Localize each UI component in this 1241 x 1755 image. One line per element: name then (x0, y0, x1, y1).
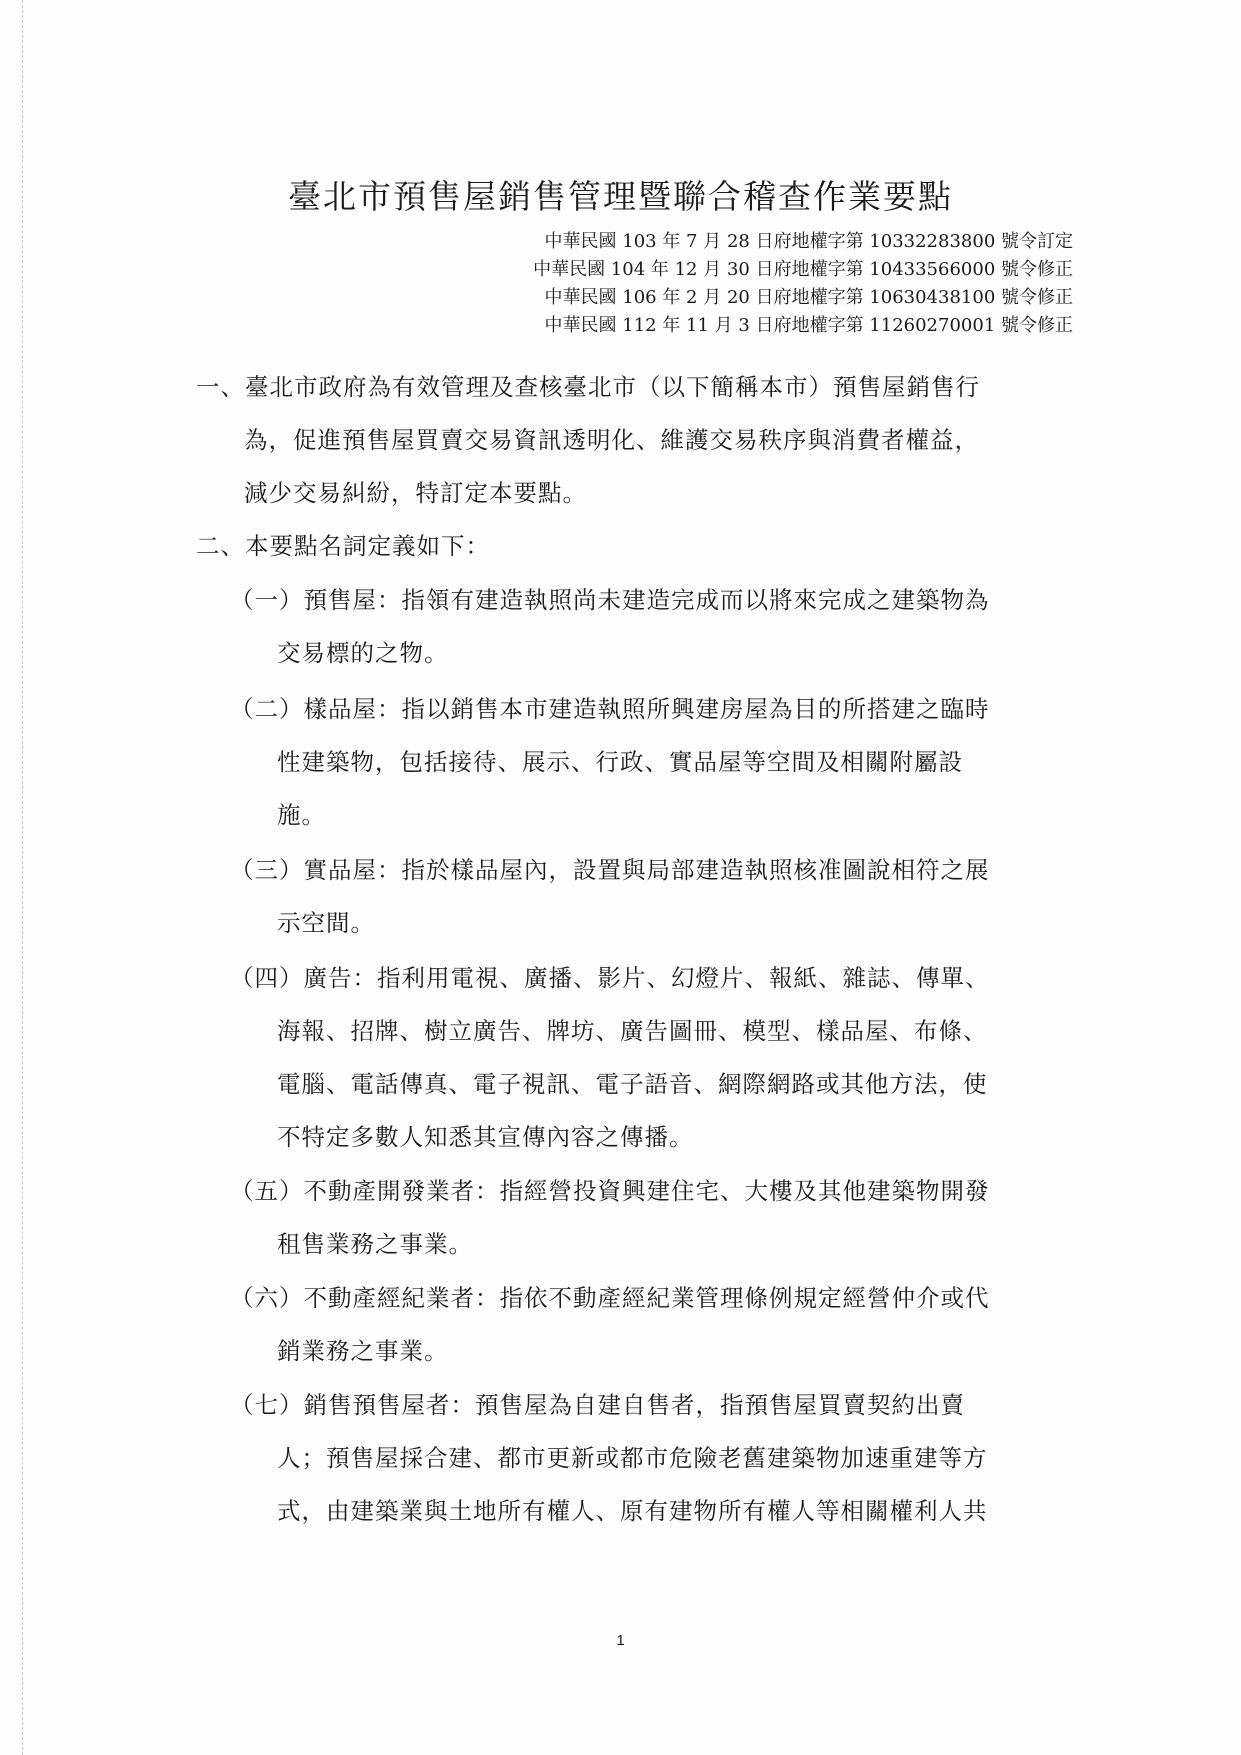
document-title: 臺北市預售屋銷售管理暨聯合稽查作業要點 (288, 177, 953, 216)
clause-2-line-3: 施。 (277, 801, 326, 829)
clause-4-line-1: （四）廣告：指利用電視、廣播、影片、幻燈片、報紙、雜誌、傳單、 (230, 964, 990, 992)
clause-2-line-1: （二）樣品屋：指以銷售本市建造執照所興建房屋為目的所搭建之臨時 (230, 695, 990, 723)
clause-1-line-2: 交易標的之物。 (277, 639, 449, 667)
clause-7-line-2: 人；預售屋採合建、都市更新或都市危險老舊建築物加速重建等方 (277, 1444, 988, 1472)
history-line: 中華民國 112 年 11 月 3 日府地權字第 11260270001 號令修正 (544, 315, 1073, 336)
history-line: 中華民國 106 年 2 月 20 日府地權字第 10630438100 號令修正 (544, 287, 1073, 308)
clause-5-line-2: 租售業務之事業。 (277, 1230, 473, 1258)
scan-edge-mark (22, 0, 23, 1755)
clause-7-line-1: （七）銷售預售屋者：預售屋為自建自售者，指預售屋買賣契約出賣 (230, 1391, 965, 1419)
clause-3-line-1: （三）實品屋：指於樣品屋內，設置與局部建造執照核准圖說相符之展 (230, 856, 990, 884)
clause-6-line-2: 銷業務之事業。 (277, 1337, 449, 1365)
page-number: 1 (616, 1632, 625, 1649)
article-1-line-2: 為，促進預售屋買賣交易資訊透明化、維護交易秩序與消費者權益， (244, 426, 979, 454)
article-2-heading: 二、本要點名詞定義如下： (196, 532, 490, 560)
history-line: 中華民國 103 年 7 月 28 日府地權字第 10332283800 號令訂定 (544, 231, 1073, 252)
clause-4-line-3: 電腦、電話傳真、電子視訊、電子語音、網際網路或其他方法，使 (277, 1070, 988, 1098)
clause-6-line-1: （六）不動產經紀業者：指依不動產經紀業管理條例規定經營仲介或代 (230, 1284, 990, 1312)
clause-7-line-3: 式，由建築業與土地所有權人、原有建物所有權人等相關權利人共 (277, 1497, 988, 1525)
article-1-line-3: 減少交易糾紛，特訂定本要點。 (244, 479, 587, 507)
history-line: 中華民國 104 年 12 月 30 日府地權字第 10433566000 號令修正 (533, 259, 1073, 280)
amendment-history (533, 228, 1073, 340)
clause-5-line-1: （五）不動產開發業者：指經營投資興建住宅、大樓及其他建築物開發 (230, 1177, 990, 1205)
clause-4-line-4: 不特定多數人知悉其宣傳內容之傳播。 (277, 1123, 694, 1151)
clause-2-line-2: 性建築物，包括接待、展示、行政、實品屋等空間及相關附屬設 (277, 748, 963, 776)
article-1-line-1: 一、臺北市政府為有效管理及查核臺北市（以下簡稱本市）預售屋銷售行 (196, 373, 980, 401)
clause-1-line-1: （一）預售屋：指領有建造執照尚未建造完成而以將來完成之建築物為 (230, 586, 990, 614)
clause-3-line-2: 示空間。 (277, 909, 375, 937)
clause-4-line-2: 海報、招牌、樹立廣告、牌坊、廣告圖冊、模型、樣品屋、布條、 (277, 1017, 988, 1045)
